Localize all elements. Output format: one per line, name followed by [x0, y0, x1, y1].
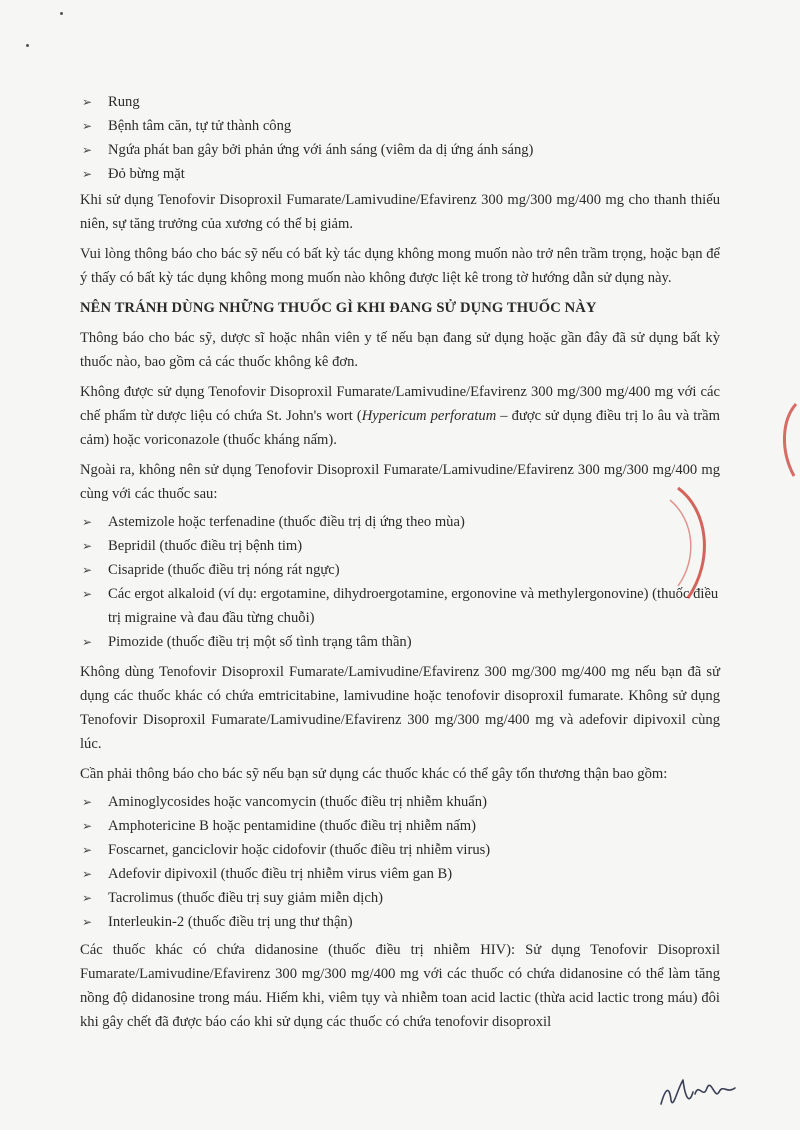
arrow-bullet-icon: ➢: [82, 843, 93, 857]
no-dual-use-paragraph: Không dùng Tenofovir Disoproxil Fumarate/Lamivudine/Efavirenz 300 mg/300 mg/400 mg nếu bạn đã sử dụng các thuốc khác có chứa emtricitabine, lamivudine hoặc tenofovir disoproxil fumarate. Không sử dụng Tenofovir Disoproxil Fumarate/Lamivudine/Efavirenz 300 mg/300 mg/400 mg và adefovir dipivoxil cùng lúc.: [80, 664, 720, 752]
arrow-bullet-icon: ➢: [82, 95, 93, 109]
list-item: ➢ Bệnh tâm căn, tự tử thành công: [80, 114, 720, 138]
scan-speck: [60, 12, 63, 15]
list-item: ➢ Bepridil (thuốc điều trị bệnh tim): [80, 534, 720, 558]
list-item: ➢ Interleukin-2 (thuốc điều trị ung thư thận): [80, 910, 720, 934]
arrow-bullet-icon: ➢: [82, 867, 93, 881]
scan-speck: [26, 44, 29, 47]
avoid-intro-paragraph: Ngoài ra, không nên sử dụng Tenofovir Disoproxil Fumarate/Lamivudine/Efavirenz 300 mg/300 mg/400 mg cùng với các thuốc sau:: [80, 462, 720, 502]
arrow-bullet-icon: ➢: [82, 539, 93, 553]
arrow-bullet-icon: ➢: [82, 635, 93, 649]
section-heading: NÊN TRÁNH DÙNG NHỮNG THUỐC GÌ KHI ĐANG SỬ DỤNG THUỐC NÀY: [80, 300, 597, 316]
side-effect-list: [80, 90, 720, 186]
list-item: ➢ Foscarnet, ganciclovir hoặc cidofovir (thuốc điều trị nhiễm virus): [80, 838, 720, 862]
st-johns-wort-paragraph: Không được sử dụng Tenofovir Disoproxil Fumarate/Lamivudine/Efavirenz 300 mg/300 mg/400 mg với các chế phẩm từ dược liệu có chứa St. John's wort (Hypericum perforatum – được sử dụng điều trị lo âu và trầm cảm) hoặc voriconazole (thuốc kháng nấm).: [80, 384, 720, 448]
list-item: ➢ Tacrolimus (thuốc điều trị suy giảm miễn dịch): [80, 886, 720, 910]
arrow-bullet-icon: ➢: [82, 587, 93, 601]
list-item: ➢ Ngứa phát ban gây bởi phản ứng với ánh sáng (viêm da dị ứng ánh sáng): [80, 138, 720, 162]
arrow-bullet-icon: ➢: [82, 143, 93, 157]
list-item: ➢ Aminoglycosides hoặc vancomycin (thuốc điều trị nhiễm khuẩn): [80, 790, 720, 814]
list-item: ➢ Đỏ bừng mặt: [80, 162, 720, 186]
list-item: ➢ Các ergot alkaloid (ví dụ: ergotamine, dihydroergotamine, ergonovine và methylergonovine) (thuốc điều trị migraine và đau đầu từng chuỗi): [80, 582, 720, 630]
arrow-bullet-icon: ➢: [82, 915, 93, 929]
document-body: [80, 90, 720, 1040]
list-item: ➢ Cisapride (thuốc điều trị nóng rát ngực): [80, 558, 720, 582]
arrow-bullet-icon: ➢: [82, 167, 93, 181]
avoid-drug-list: [80, 510, 720, 654]
stamp-edge-fragment-icon: [772, 400, 800, 480]
arrow-bullet-icon: ➢: [82, 119, 93, 133]
handwritten-signature: [655, 1070, 745, 1115]
list-item: ➢ Astemizole hoặc terfenadine (thuốc điều trị dị ứng theo mùa): [80, 510, 720, 534]
stamp-fragment-icon: [648, 480, 718, 610]
inform-paragraph: Thông báo cho bác sỹ, dược sĩ hoặc nhân viên y tế nếu bạn đang sử dụng hoặc gần đây đã sử dụng bất kỳ thuốc nào, bao gồm cả các thuốc không kê đơn.: [80, 330, 720, 370]
arrow-bullet-icon: ➢: [82, 515, 93, 529]
didanosine-paragraph: Các thuốc khác có chứa didanosine (thuốc điều trị nhiễm HIV): Sử dụng Tenofovir Disoproxil Fumarate/Lamivudine/Efavirenz 300 mg/300 mg/400 mg với các thuốc có chứa didanosine có thể làm tăng nồng độ didanosine trong máu. Hiếm khi, viêm tụy và nhiễm toan acid lactic (thừa acid lactic trong máu) đôi khi gây chết đã được báo cáo khi sử dụng các thuốc có chứa tenofovir disoproxil: [80, 942, 720, 1030]
growth-paragraph: Khi sử dụng Tenofovir Disoproxil Fumarate/Lamivudine/Efavirenz 300 mg/300 mg/400 mg cho thanh thiếu niên, sự tăng trưởng của xương có thể bị giảm.: [80, 192, 720, 232]
report-paragraph: Vui lòng thông báo cho bác sỹ nếu có bất kỳ tác dụng không mong muốn nào trở nên trầm trọng, hoặc bạn để ý thấy có bất kỳ tác dụng không mong muốn nào không được liệt kê trong tờ hướng dẫn sử dụng này.: [80, 246, 720, 286]
kidney-drug-list: [80, 790, 720, 934]
list-item: ➢ Rung: [80, 90, 720, 114]
arrow-bullet-icon: ➢: [82, 891, 93, 905]
arrow-bullet-icon: ➢: [82, 795, 93, 809]
kidney-intro-paragraph: Cần phải thông báo cho bác sỹ nếu bạn sử dụng các thuốc khác có thể gây tổn thương thận bao gồm:: [80, 766, 668, 782]
list-item: ➢ Adefovir dipivoxil (thuốc điều trị nhiễm virus viêm gan B): [80, 862, 720, 886]
list-item: ➢ Amphotericine B hoặc pentamidine (thuốc điều trị nhiễm nấm): [80, 814, 720, 838]
arrow-bullet-icon: ➢: [82, 563, 93, 577]
arrow-bullet-icon: ➢: [82, 819, 93, 833]
list-item: ➢ Pimozide (thuốc điều trị một số tình trạng tâm thần): [80, 630, 720, 654]
